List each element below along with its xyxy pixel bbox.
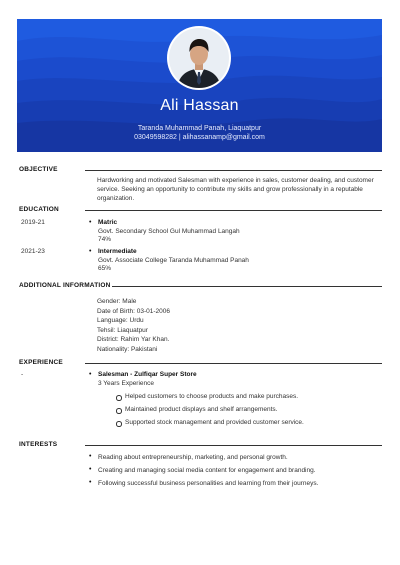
additional-info-section — [17, 282, 382, 353]
objective-text: Hardworking and motivated Salesman with experience in sales, customer dealing, and customer service. Seeking an opportunity to contribute my skills and grow professionally in a reputable organization. — [97, 177, 374, 202]
interest-item: Reading about entrepreneurship, marketing, and personal growth. — [98, 454, 288, 461]
person-portrait-icon — [169, 28, 229, 88]
candidate-address: Taranda Muhammad Panah, Liaquatpur — [137, 125, 262, 132]
candidate-contact: 03049598282 | alihassanamp@gmail.com — [134, 134, 265, 141]
education-degree: Matric — [98, 219, 118, 226]
interest-item: Creating and managing social media content for engagement and branding. — [98, 467, 316, 474]
experience-task: Helped customers to choose products and make purchases. — [125, 393, 299, 400]
objective-section — [17, 166, 382, 202]
section-title: EXPERIENCE — [19, 359, 63, 366]
candidate-name: Ali Hassan — [160, 97, 239, 114]
info-language: Language: Urdu — [97, 317, 144, 324]
info-tehsil: Tehsil: Liaquatpur — [97, 326, 148, 334]
education-degree: Intermediate — [98, 248, 137, 255]
section-title: OBJECTIVE — [19, 166, 58, 173]
profile-photo — [169, 28, 229, 88]
sub-bullet-icon — [116, 421, 122, 427]
experience-task: Maintained product displays and shelf arrangements. — [125, 406, 278, 413]
section-divider — [112, 286, 382, 287]
interest-item: Following successful business personalities and learning from their journeys. — [98, 480, 319, 487]
info-nationality: Nationality: Pakistani — [97, 345, 158, 353]
sub-bullet-icon — [116, 408, 122, 414]
experience-duration: 3 Years Experience — [98, 379, 155, 387]
bullet-icon: • — [89, 453, 92, 460]
education-school: Govt. Secondary School Gul Muhammad Langah — [98, 227, 240, 235]
section-title: INTERESTS — [19, 441, 58, 448]
education-section — [17, 206, 382, 272]
resume-header — [17, 19, 382, 152]
section-divider — [85, 210, 382, 211]
education-date: 2021-23 — [21, 248, 45, 255]
education-score: 74% — [98, 236, 112, 243]
interests-section — [17, 441, 382, 487]
section-divider — [85, 170, 382, 171]
bullet-icon: • — [89, 248, 92, 255]
info-district: District: Rahim Yar Khan. — [97, 336, 170, 343]
bullet-icon: • — [89, 371, 92, 378]
education-score: 65% — [98, 265, 112, 272]
sub-bullet-icon — [116, 395, 122, 401]
bullet-icon: • — [89, 466, 92, 473]
bullet-icon: • — [89, 219, 92, 226]
section-title: ADDITIONAL INFORMATION — [19, 282, 111, 289]
education-date: 2019-21 — [21, 219, 45, 226]
education-school: Govt. Associate College Taranda Muhammad Panah — [98, 256, 249, 264]
section-divider — [85, 445, 382, 446]
info-gender: Gender: Male — [97, 298, 137, 305]
section-title: EDUCATION — [19, 206, 59, 213]
experience-task: Supported stock management and provided customer service. — [125, 419, 304, 426]
experience-section — [17, 359, 382, 426]
info-dob: Date of Birth: 03-01-2006 — [97, 307, 170, 315]
section-divider — [85, 363, 382, 364]
experience-date: - — [21, 371, 24, 378]
experience-role: Salesman - Zulfiqar Super Store — [98, 371, 197, 378]
bullet-icon: • — [89, 479, 92, 486]
